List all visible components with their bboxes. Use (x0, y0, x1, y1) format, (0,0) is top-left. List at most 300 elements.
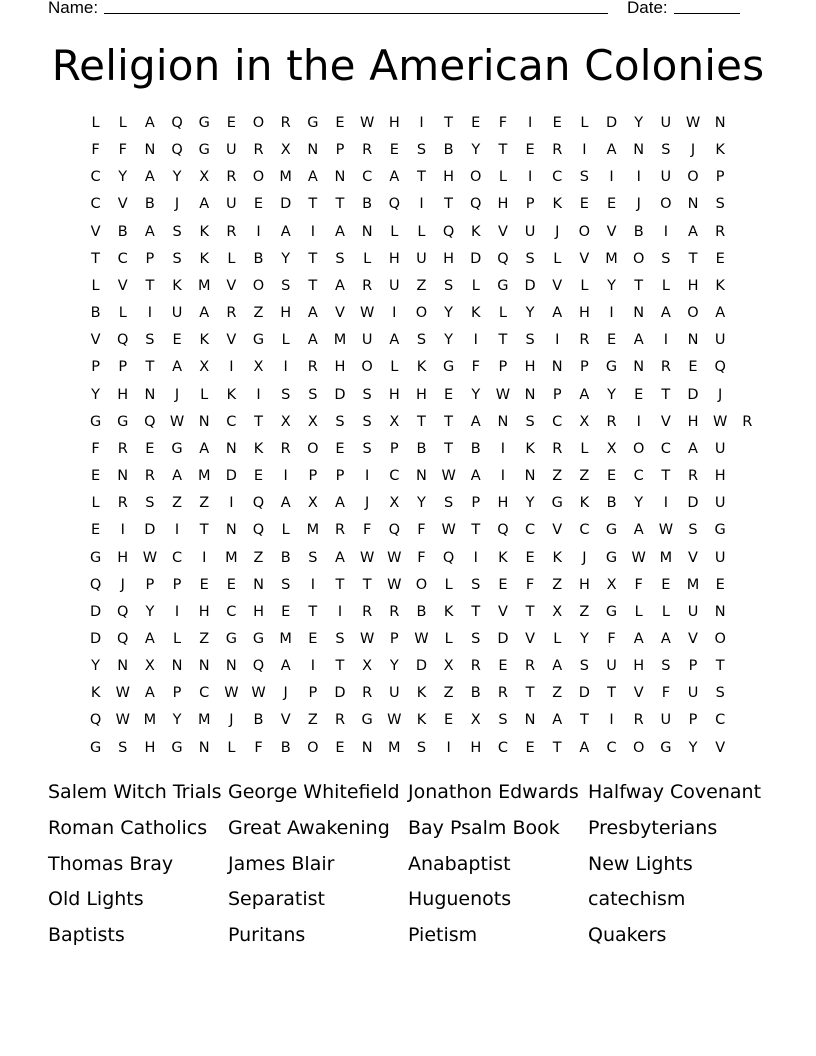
grid-letter: I (609, 169, 614, 186)
grid-letter: E (444, 712, 454, 729)
grid-letter: P (335, 468, 345, 485)
grid-letter: V (226, 277, 237, 294)
grid-letter: A (688, 440, 698, 457)
grid-letter: X (144, 658, 155, 675)
grid-letter: S (362, 413, 372, 430)
grid-row (82, 653, 734, 680)
grid-letter: G (198, 142, 210, 159)
grid-letter: W (359, 115, 375, 131)
grid-letter: N (551, 359, 563, 376)
grid-letter: A (199, 440, 210, 457)
grid-letter: R (226, 223, 237, 240)
word-list-item: Quakers (588, 924, 667, 947)
grid-letter: V (90, 332, 101, 349)
grid-letter: S (308, 386, 318, 403)
grid-letter: E (715, 250, 725, 267)
grid-letter: D (89, 603, 102, 620)
grid-letter: N (633, 305, 645, 322)
grid-letter: X (199, 169, 210, 186)
grid-letter: O (578, 223, 591, 240)
grid-letter: K (715, 277, 725, 294)
grid-letter: K (443, 603, 454, 620)
word-list-row (48, 848, 768, 884)
grid-letter: E (498, 658, 508, 675)
grid-letter: N (416, 468, 427, 485)
grid-letter: G (225, 630, 237, 647)
grid-letter: O (361, 359, 373, 376)
grid-letter: N (144, 142, 156, 159)
grid-letter: S (661, 142, 671, 159)
grid-letter: I (527, 169, 533, 186)
word-list-item: Old Lights (48, 888, 144, 911)
grid-letter: K (172, 277, 182, 294)
grid-letter: H (497, 196, 509, 213)
grid-letter: A (144, 630, 155, 647)
grid-letter: F (498, 115, 508, 131)
grid-letter: H (714, 468, 726, 485)
grid-letter: O (660, 196, 672, 213)
grid-letter: K (416, 685, 427, 702)
grid-letter: E (471, 115, 481, 131)
grid-letter: Y (281, 250, 291, 267)
grid-letter: A (715, 305, 726, 322)
grid-letter: F (91, 142, 100, 159)
word-list-item: Thomas Bray (48, 852, 174, 875)
grid-letter: H (416, 386, 427, 403)
grid-letter: T (254, 413, 263, 430)
grid-letter: I (310, 658, 315, 675)
grid-letter: A (172, 468, 182, 485)
grid-letter: P (389, 440, 399, 457)
grid-letter: A (307, 332, 318, 349)
grid-letter: Z (579, 468, 590, 485)
grid-letter: E (525, 549, 535, 566)
grid-letter: L (173, 630, 182, 647)
grid-row (82, 110, 734, 137)
grid-letter: Y (389, 658, 399, 675)
grid-letter: G (605, 359, 618, 376)
grid-letter: I (609, 712, 614, 729)
letter-grid (82, 110, 753, 762)
grid-letter: H (633, 658, 645, 675)
grid-letter: I (174, 603, 180, 620)
grid-letter: T (362, 576, 372, 593)
grid-letter: W (441, 468, 456, 485)
grid-letter: J (718, 386, 723, 403)
grid-letter: R (226, 305, 237, 322)
grid-letter: P (308, 685, 318, 702)
grid-letter: L (91, 115, 100, 131)
grid-letter: R (497, 685, 508, 702)
grid-letter: P (145, 250, 155, 267)
word-list-item: catechism (588, 888, 686, 911)
grid-letter: Y (172, 169, 182, 186)
grid-letter: A (199, 196, 210, 213)
grid-letter: I (283, 468, 288, 485)
grid-letter: Z (199, 630, 210, 647)
grid-letter: X (307, 495, 318, 512)
grid-letter: L (91, 277, 100, 294)
grid-letter: T (498, 332, 508, 349)
grid-letter: F (607, 630, 616, 647)
grid-letter: A (335, 277, 345, 294)
grid-row (82, 137, 734, 164)
grid-letter: M (279, 169, 292, 186)
grid-letter: Y (688, 739, 698, 756)
grid-letter: R (226, 169, 237, 186)
grid-letter: B (280, 549, 291, 566)
grid-letter: O (632, 250, 645, 267)
grid-letter: T (335, 658, 345, 675)
grid-letter: S (416, 332, 427, 349)
grid-letter: I (337, 603, 343, 620)
grid-letter: P (688, 658, 698, 675)
grid-letter: Y (471, 142, 481, 159)
grid-letter: Z (552, 576, 563, 593)
grid-letter: I (365, 468, 370, 485)
grid-letter: S (525, 332, 535, 349)
grid-letter: D (578, 685, 590, 702)
word-list-item: Halfway Covenant (588, 781, 762, 803)
grid-letter: B (416, 603, 427, 620)
grid-letter: X (606, 440, 617, 457)
grid-letter: L (91, 495, 100, 512)
grid-letter: S (498, 712, 508, 729)
name-label: Name: (48, 0, 99, 17)
grid-letter: B (416, 440, 427, 457)
grid-row (82, 436, 734, 463)
grid-letter: G (551, 495, 563, 512)
grid-letter: H (117, 386, 129, 403)
grid-letter: G (442, 359, 455, 376)
grid-letter: A (144, 169, 155, 186)
grid-letter: V (497, 603, 508, 620)
grid-letter: G (605, 549, 618, 566)
grid-letter: D (687, 495, 699, 512)
grid-letter: I (310, 576, 315, 593)
grid-letter: D (334, 386, 346, 403)
grid-letter: V (688, 630, 698, 647)
grid-letter: N (714, 115, 726, 131)
grid-letter: E (145, 440, 155, 457)
grid-letter: D (144, 522, 156, 539)
grid-letter: F (118, 142, 127, 159)
grid-letter: E (308, 630, 318, 647)
grid-letter: L (471, 277, 480, 294)
grid-letter: A (389, 169, 400, 186)
grid-letter: Y (91, 386, 100, 403)
grid-letter: F (362, 522, 372, 539)
grid-letter: E (525, 142, 535, 159)
grid-letter: X (280, 142, 291, 159)
grid-letter: A (280, 658, 291, 675)
grid-letter: A (389, 332, 400, 349)
grid-letter: A (633, 522, 644, 539)
grid-letter: J (582, 549, 587, 566)
grid-row (82, 327, 734, 354)
grid-letter: N (334, 169, 346, 186)
grid-letter: F (525, 576, 535, 593)
grid-letter: F (634, 576, 643, 593)
grid-letter: R (715, 223, 726, 240)
grid-letter: L (281, 522, 290, 539)
grid-letter: Z (253, 305, 264, 322)
grid-letter: W (685, 115, 701, 131)
grid-letter: P (498, 359, 508, 376)
grid-letter: F (254, 739, 263, 756)
grid-letter: C (90, 196, 101, 213)
grid-letter: W (387, 712, 402, 729)
grid-letter: M (225, 549, 238, 566)
grid-letter: I (283, 359, 288, 376)
grid-letter: B (362, 196, 373, 213)
grid-letter: L (580, 115, 589, 131)
grid-letter: O (252, 277, 265, 294)
grid-letter: B (253, 712, 264, 729)
grid-letter: O (307, 739, 319, 756)
grid-row (82, 707, 734, 734)
grid-letter: U (388, 277, 400, 294)
grid-letter: C (552, 169, 563, 186)
word-list-item: Salem Witch Trials (48, 781, 222, 803)
grid-letter: N (225, 440, 237, 457)
grid-letter: B (280, 739, 291, 756)
grid-row (82, 409, 753, 436)
word-list-item: George Whitefield (228, 781, 400, 803)
grid-letter: L (553, 630, 562, 647)
date-label: Date: (627, 0, 668, 17)
word-list-row (48, 919, 768, 955)
grid-letter: E (226, 576, 236, 593)
grid-letter: K (416, 359, 427, 376)
grid-letter: Z (443, 685, 454, 702)
grid-letter: V (335, 305, 345, 322)
grid-letter: T (335, 196, 345, 213)
grid-letter: V (552, 522, 563, 539)
grid-letter: I (229, 495, 234, 512)
grid-letter: K (199, 332, 209, 349)
grid-row (82, 191, 734, 218)
grid-letter: R (525, 658, 536, 675)
grid-letter: M (686, 576, 700, 593)
grid-letter: E (634, 386, 644, 403)
grid-letter: B (606, 495, 617, 512)
grid-letter: N (633, 142, 645, 159)
grid-letter: S (362, 386, 372, 403)
grid-letter: O (632, 440, 645, 457)
grid-letter: H (578, 576, 590, 593)
grid-letter: T (607, 685, 616, 702)
grid-letter: M (197, 277, 211, 294)
grid-letter: B (443, 142, 454, 159)
grid-letter: C (226, 413, 237, 430)
grid-letter: T (308, 196, 318, 213)
word-list-item: Huguenots (408, 888, 512, 911)
grid-row (82, 626, 734, 653)
grid-letter: H (524, 359, 536, 376)
grid-letter: L (580, 440, 589, 457)
grid-letter: E (90, 522, 101, 539)
grid-letter: Y (471, 386, 481, 403)
grid-letter: I (582, 142, 587, 159)
date-field[interactable] (674, 13, 740, 14)
word-list-item: James Blair (228, 852, 335, 875)
grid-letter: O (252, 115, 265, 131)
grid-letter: U (687, 685, 699, 702)
grid-letter: R (334, 522, 346, 539)
grid-letter: I (636, 169, 641, 186)
grid-letter: V (606, 223, 617, 240)
grid-letter: N (524, 386, 536, 403)
grid-letter: Z (199, 495, 210, 512)
grid-letter: U (714, 332, 726, 349)
grid-letter: M (605, 250, 618, 267)
grid-letter: S (715, 196, 725, 213)
grid-letter: B (470, 440, 481, 457)
grid-letter: G (89, 413, 102, 430)
grid-letter: S (281, 386, 291, 403)
grid-letter: H (443, 169, 455, 186)
grid-letter: C (90, 169, 101, 186)
grid-letter: T (525, 603, 535, 620)
grid-letter: I (473, 549, 478, 566)
grid-letter: N (253, 576, 264, 593)
grid-letter: N (361, 223, 373, 240)
grid-letter: X (552, 603, 563, 620)
grid-letter: W (631, 549, 646, 566)
grid-letter: C (117, 250, 128, 267)
word-list-row (48, 776, 768, 812)
grid-letter: S (172, 223, 182, 240)
grid-letter: Q (714, 359, 726, 376)
grid-letter: Y (118, 169, 128, 186)
grid-letter: X (307, 413, 318, 430)
grid-letter: R (280, 115, 291, 131)
grid-letter: L (227, 739, 236, 756)
name-field[interactable] (104, 13, 608, 14)
grid-letter: W (169, 413, 185, 430)
grid-row (82, 164, 734, 191)
grid-letter: S (145, 495, 155, 512)
grid-letter: X (389, 495, 400, 512)
grid-letter: T (444, 115, 454, 131)
grid-letter: C (660, 440, 671, 457)
grid-letter: Y (634, 495, 644, 512)
grid-letter: U (714, 440, 726, 457)
grid-letter: K (199, 223, 209, 240)
grid-row (82, 490, 734, 517)
word-list-item: Roman Catholics (48, 816, 208, 839)
grid-letter: A (688, 223, 698, 240)
grid-letter: W (224, 685, 239, 702)
grid-letter: S (335, 413, 345, 430)
grid-letter: N (361, 739, 373, 756)
grid-letter: A (552, 712, 563, 729)
grid-row (82, 463, 734, 490)
grid-letter: H (388, 115, 400, 131)
grid-letter: V (715, 739, 726, 756)
grid-letter: L (553, 250, 562, 267)
grid-letter: R (253, 142, 264, 159)
grid-letter: S (579, 658, 589, 675)
grid-letter: X (362, 658, 373, 675)
grid-letter: A (307, 305, 318, 322)
grid-letter: F (417, 549, 426, 566)
grid-letter: A (280, 495, 291, 512)
grid-letter: S (444, 277, 454, 294)
grid-letter: D (687, 386, 699, 403)
grid-letter: O (307, 440, 319, 457)
grid-letter: U (226, 196, 237, 213)
grid-letter: P (471, 495, 481, 512)
grid-letter: H (280, 305, 292, 322)
grid-letter: T (417, 169, 426, 186)
grid-letter: C (362, 169, 373, 186)
grid-letter: G (198, 115, 210, 131)
grid-letter: E (525, 739, 535, 756)
grid-letter: T (308, 277, 318, 294)
grid-letter: Z (172, 495, 183, 512)
grid-letter: J (120, 576, 125, 593)
grid-letter: A (280, 223, 291, 240)
grid-letter: M (197, 468, 211, 485)
grid-letter: M (388, 739, 401, 756)
grid-letter: R (389, 603, 400, 620)
grid-letter: J (636, 196, 641, 213)
grid-letter: E (552, 115, 562, 131)
grid-letter: Q (252, 658, 265, 675)
grid-letter: T (145, 277, 155, 294)
grid-letter: Q (497, 522, 509, 539)
grid-letter: C (171, 549, 183, 566)
grid-letter: F (471, 359, 480, 376)
grid-letter: U (171, 305, 183, 322)
grid-letter: C (579, 522, 590, 539)
grid-letter: D (280, 196, 292, 213)
grid-letter: S (688, 522, 698, 539)
grid-letter: L (227, 250, 236, 267)
grid-letter: F (91, 440, 100, 457)
grid-letter: H (443, 250, 455, 267)
word-list-item: Great Awakening (228, 816, 390, 839)
grid-letter: E (688, 359, 698, 376)
word-list-item: Puritans (228, 924, 306, 947)
grid-letter: A (335, 223, 345, 240)
grid-letter: N (198, 658, 210, 675)
grid-letter: L (661, 277, 670, 294)
grid-letter: V (90, 223, 101, 240)
grid-letter: N (198, 739, 210, 756)
grid-letter: Q (442, 223, 455, 240)
grid-letter: A (660, 305, 671, 322)
grid-letter: R (280, 440, 291, 457)
word-list-item: Presbyterians (588, 816, 718, 839)
grid-letter: A (633, 332, 644, 349)
grid-letter: S (281, 576, 291, 593)
grid-letter: D (605, 115, 618, 131)
grid-letter: U (416, 250, 427, 267)
grid-row (82, 382, 734, 409)
grid-letter: T (417, 413, 426, 430)
grid-letter: O (687, 169, 699, 186)
grid-letter: H (388, 250, 400, 267)
grid-letter: V (226, 332, 237, 349)
grid-letter: P (118, 359, 128, 376)
grid-letter: A (335, 495, 345, 512)
grid-letter: S (416, 142, 427, 159)
grid-letter: G (252, 332, 265, 349)
grid-letter: F (417, 522, 426, 539)
